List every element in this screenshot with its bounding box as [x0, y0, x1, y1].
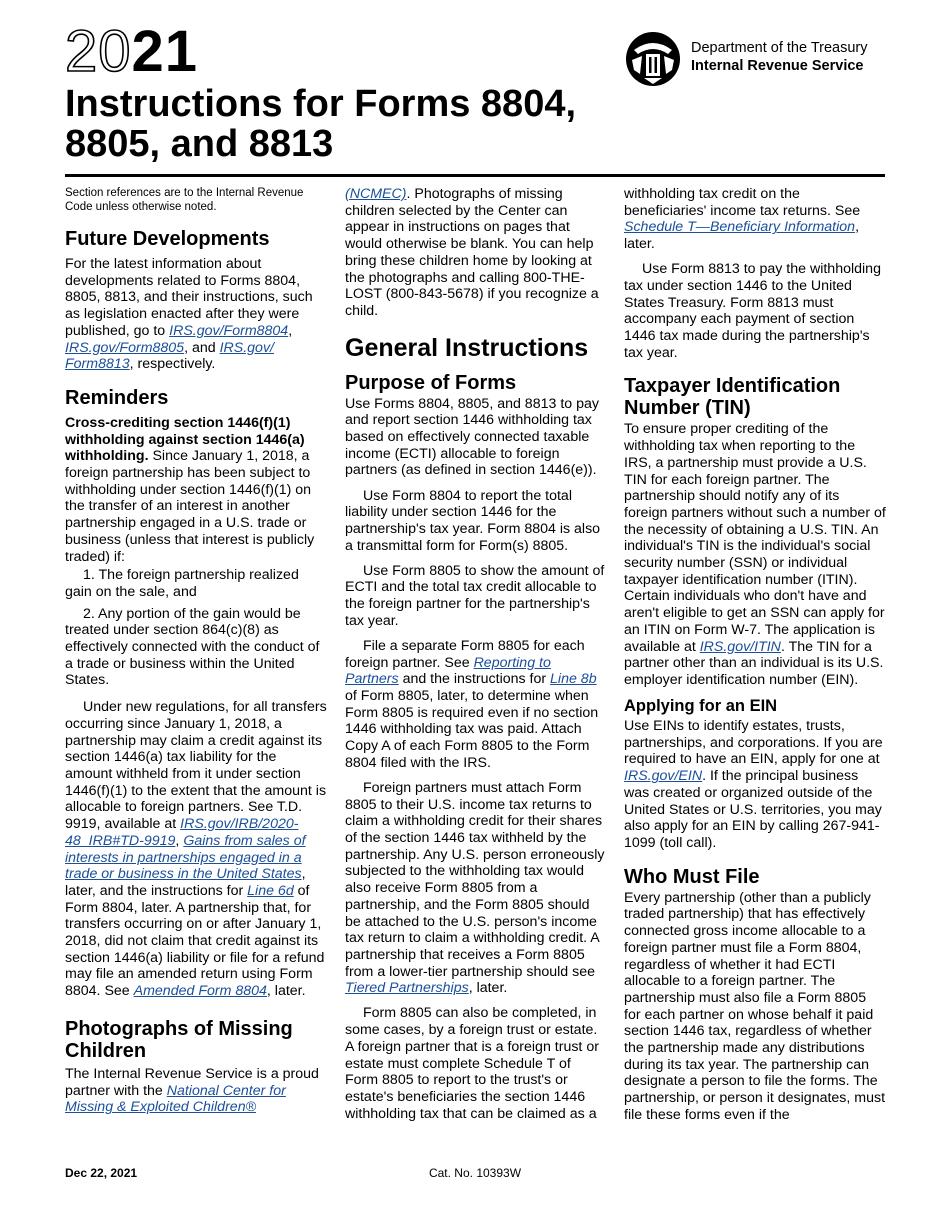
intro-note: Section references are to the Internal Revenue Code unless otherwise noted.: [65, 187, 304, 213]
column-2: [345, 186, 607, 1131]
agency-name: Internal Revenue Service: [691, 58, 864, 74]
catalog-number: Cat. No. 10393W: [428, 1166, 522, 1180]
ncmec-paragraph: (NCMEC). Photographs of missing children selected by the Center can appear in instructions on pages that would otherwise be blank. You can help bring these children home by looking at the photographs and calling 800-THE-LOST (800-843-5678) if you recognize a child.: [345, 186, 599, 319]
tin-text: To ensure proper crediting of the withholding tax when reporting to the IRS, a partnership must provide a U.S. TIN for each foreign partner. The partnership should notify any of its foreign partners without such a number of the necessity of obtaining a U.S. TIN. An individual's TIN is the individual's social security number (SSN) or individual taxpayer identification number (ITIN). Certain individuals who don't have and aren't eligible to get an SSN can apply for an ITIN on Form W-7. The application is available at IRS.gov/ITIN. The TIN for a partner other than an individual is its U.S. employer identification number (EIN).: [624, 421, 886, 688]
who-must-file-heading: Who Must File: [624, 865, 760, 888]
column-3: [624, 186, 886, 1132]
column-1: [65, 186, 327, 1124]
year-prefix: 20: [65, 19, 132, 84]
schedule-t-link[interactable]: Schedule T—Beneficiary Information: [624, 219, 856, 236]
reporting-to-partners-link[interactable]: Reporting to Partners: [345, 654, 551, 688]
tin-heading: Taxpayer Identification Number (TIN): [624, 375, 841, 420]
ein-text: Use EINs to identify estates, trusts, partnerships, and corporations. If you are required to have an EIN, apply for one at IRS.gov/EIN. If the principal business was created or organized outside of the United States or U.S. territories, you may also apply for an EIN by calling 267-941-1099 (toll call).: [624, 718, 883, 851]
amended-form-8804-link[interactable]: Amended Form 8804: [133, 983, 267, 1000]
revision-date: Dec 22, 2021: [65, 1166, 138, 1180]
photographs-text: The Internal Revenue Service is a proud partner with the National Center for Missing & Exploited Children®: [65, 1065, 319, 1116]
continued-paragraph: withholding tax credit on the beneficiaries' income tax returns. See Schedule T—Beneficiary Information, later.: [624, 186, 861, 253]
foreign-trust-paragraph: Form 8805 can also be completed, in some cases, by a foreign trust or estate. A foreign partner that is a foreign trust or estate must complete Schedule T of Form 8805 to report to the trust's or estate's beneficiaries the section 1446 withholding tax that can be claimed as a: [345, 1005, 599, 1122]
tiered-partnerships-link[interactable]: Tiered Partnerships: [345, 980, 469, 997]
new-regulations-paragraph: Under new regulations, for all transfers occurring since January 1, 2018, a partnership may claim a credit against its section 1446(a) tax liability for the amount withheld from it under section 1446(f)(1) to the extent that the amount is allocable to foreign partners. See T.D. 9919, available at IRS.gov/IRB/2020-48_IRB#TD-9919, Gains from sales of interests in partnerships engaged in a trade or business in the United States, later, and the instructions for Line 6d of Form 8804, later. A partnership that, for transfers occurring on or after January 1, 2018, did not claim that credit against its section 1446(a) liability or file for a refund may file an amended return using Form 8804. See Amended Form 8804, later.: [65, 699, 327, 1000]
gains-from-sales-link[interactable]: Gains from sales of interests in partnerships engaged in a trade or business in the United States: [65, 832, 306, 883]
future-developments-heading: Future Developments: [65, 228, 270, 250]
agency-block: [622, 30, 892, 90]
form8805-link[interactable]: IRS.gov/Form8805: [65, 339, 185, 356]
year-suffix: 21: [131, 19, 199, 84]
who-must-file-text: Every partnership (other than a publicly traded partnership) that has effectively connected gross income allocable to a foreign partner must file a Form 8804, regardless of whether it had ECTI allocable to a foreign partner. The partnership must also file a Form 8805 for each partner on whose behalf it paid section 1446 tax, regardless of whether the partnership made any distributions during its tax year. The partnership can designate a person to file the forms. The partnership, or person it designates, must file these forms even if the: [624, 889, 886, 1123]
department-name: Department of the Treasury: [691, 40, 868, 56]
purpose-of-forms-heading: Purpose of Forms: [345, 371, 517, 394]
future-developments-text: For the latest information about developments related to Forms 8804, 8805, 8813, and their instructions, such as legislation enacted after they were published, go to IRS.gov/Form8804, IRS.gov/Form8805, and IRS.gov/ Form8813, respectively.: [65, 256, 313, 373]
td-9919-link[interactable]: IRS.gov/IRB/2020-48_IRB#TD-9919: [65, 816, 299, 849]
form-year: [65, 19, 199, 84]
form-8805-paragraph: Use Form 8805 to show the amount of ECTI and the total tax credit allocable to the foreign partner for the partnership's tax year.: [345, 562, 605, 629]
page-title: Instructions for Forms 8804, 8805, and 8813: [65, 83, 577, 165]
irs-eagle-logo-icon: [622, 30, 684, 88]
header-divider: [65, 174, 885, 177]
reminders-heading: Reminders: [65, 386, 169, 409]
ncmec-abbrev-link[interactable]: (NCMEC): [345, 186, 407, 202]
general-instructions-heading: General Instructions: [345, 333, 589, 362]
purpose-text: Use Forms 8804, 8805, and 8813 to pay and report section 1446 withholding tax based on effectively connected taxable income (ECTI) allocable to foreign partners (as defined in section 1446(e)).: [345, 395, 599, 479]
line-6d-link[interactable]: Line 6d: [247, 882, 294, 899]
irs-itin-link[interactable]: IRS.gov/ITIN: [699, 638, 781, 655]
photographs-heading: Photographs of Missing Children: [65, 1017, 293, 1062]
list-item: 1. The foreign partnership realized gain on the sale, and: [65, 567, 299, 600]
irs-ein-link[interactable]: IRS.gov/EIN: [624, 768, 703, 785]
form8813-link[interactable]: IRS.gov/ Form8813: [65, 339, 274, 373]
foreign-partners-paragraph: Foreign partners must attach Form 8805 to their U.S. income tax returns to claim a withholding credit for their shares of the section 1446 tax withheld by the partnership. Any U.S. person erroneously subjected to the withholding tax would also receive Form 8805 from a partnership, and the Form 8805 should be attached to the U.S. person's income tax return to claim a withholding credit. A partnership that receives a Form 8805 from a lower-tier partnership should see Tiered Partnerships, later.: [345, 779, 605, 997]
separate-form-paragraph: File a separate Form 8805 for each foreign partner. See Reporting to Partners and the instructions for Line 8b of Form 8805, later, to determine when Form 8805 is required even if no section 1446 withholding tax was paid. Attach Copy A of each Form 8805 to the Form 8804 filed with the IRS.: [345, 637, 599, 771]
cross-crediting-paragraph: Cross-crediting section 1446(f)(1) withholding against section 1446(a) withholding. Since January 1, 2018, a foreign partnership has been subject to withholding under section 1446(f)(1) on the transfer of an interest in another partnership engaged in a U.S. trade or business (unless that interest is publicly traded) if:: [65, 414, 315, 565]
form8804-link[interactable]: IRS.gov/Form8804: [169, 322, 289, 339]
applying-ein-heading: Applying for an EIN: [624, 697, 778, 716]
line-8b-link[interactable]: Line 8b: [550, 671, 597, 688]
form-8804-paragraph: Use Form 8804 to report the total liability under section 1446 for the partnership's tax year. Form 8804 is also a transmittal form for Form(s) 8805.: [345, 487, 601, 554]
form-8813-paragraph: Use Form 8813 to pay the withholding tax under section 1446 to the United States Treasury. Form 8813 must accompany each payment of section 1446 tax made during the partnership's tax year.: [624, 261, 881, 361]
list-item: 2. Any portion of the gain would be treated under section 864(c)(8) as effectively connected with the conduct of a trade or business within the United States.: [65, 605, 320, 689]
ncmec-link[interactable]: National Center for Missing & Exploited Children®: [65, 1082, 286, 1116]
